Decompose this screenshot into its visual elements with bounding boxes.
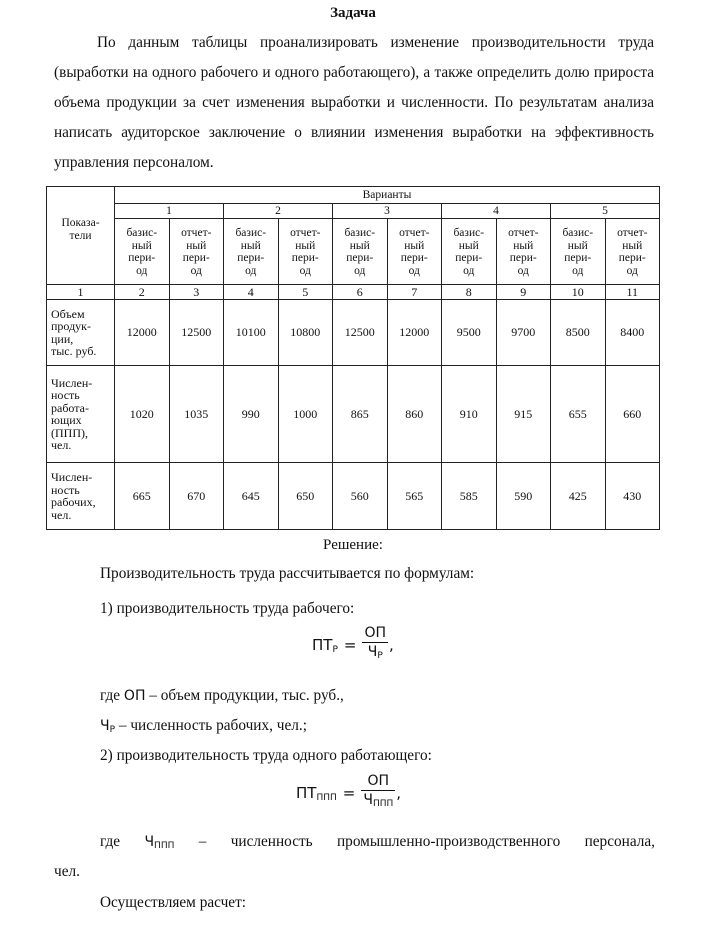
column-number: 6 [333, 285, 388, 300]
variant-header: 1 [115, 204, 224, 219]
table-cell: 12500 [169, 300, 224, 366]
table-row [47, 463, 660, 530]
indicators-header: Показа- тели [47, 187, 115, 285]
column-number: 5 [278, 285, 333, 300]
table-cell: 565 [387, 463, 442, 530]
formula2-lhs: $ПТ_{ППП}$ [296, 783, 337, 803]
period-report-header: отчет- ный пери- од [605, 219, 660, 285]
formula-employee-productivity: $ПТ_{ППП}$ = $\frac{ОП}{Ч_{ППП}}$ , [296, 773, 401, 813]
table-cell: 12000 [387, 300, 442, 366]
column-number: 4 [224, 285, 279, 300]
table-cell: 430 [605, 463, 660, 530]
period-report-header: отчет- ный пери- од [169, 219, 224, 285]
column-number: 9 [496, 285, 551, 300]
solution-intro: Производительность труда рассчитывается по формулам: [100, 565, 475, 582]
formula1-caption: 1) производительность труда рабочего: [100, 600, 355, 617]
table-cell: 1035 [169, 366, 224, 463]
variant-header: 4 [442, 204, 551, 219]
table-cell: 10100 [224, 300, 279, 366]
period-basic-header: базис- ный пери- од [115, 219, 170, 285]
where-ch-ppp: где $Ч_{ППП}$ – численность промышленно-производственного персонала, [100, 833, 655, 851]
column-number: 2 [115, 285, 170, 300]
formula2-fraction: $\frac{ОП}{Ч_{ППП}}$ [363, 773, 394, 809]
variant-header: 2 [224, 204, 333, 219]
period-basic-header: базис- ный пери- од [333, 219, 388, 285]
table-cell: 1000 [278, 366, 333, 463]
table-cell: 670 [169, 463, 224, 530]
table-cell: 9500 [442, 300, 497, 366]
column-number: 10 [551, 285, 606, 300]
solution-heading: Решение: [323, 537, 383, 553]
variants-header: Варианты [115, 187, 660, 204]
variant-header: 3 [333, 204, 442, 219]
table-cell: 8500 [551, 300, 606, 366]
task-description: По данным таблицы проанализировать изменение производительности труда (выработки на одного рабочего и одного работающего), а также определить долю прироста объема продукции за счет изменения выработки и численности. По результатам анализа написать аудиторское заключение о влиянии изменения выработки на эффективность управления персоналом. [54, 34, 654, 171]
table-cell: 12500 [333, 300, 388, 366]
where-ch-ppp-cont: чел. [54, 863, 80, 880]
table-cell: 910 [442, 366, 497, 463]
period-report-header: отчет- ный пери- од [496, 219, 551, 285]
row-label: Числен- ность рабочих, чел. [47, 463, 115, 530]
table-cell: 425 [551, 463, 606, 530]
table-cell: 8400 [605, 300, 660, 366]
table-cell: 1020 [115, 366, 170, 463]
row-label: Числен- ность работа- ющих (ППП), чел. [47, 366, 115, 463]
calculation-intro: Осуществляем расчет: [100, 894, 247, 911]
formula1-fraction: $\frac{ОП}{Ч_Р}$ [364, 625, 387, 661]
table-cell: 590 [496, 463, 551, 530]
table-row [47, 366, 660, 463]
variant-header: 5 [551, 204, 660, 219]
table-cell: 865 [333, 366, 388, 463]
formula-worker-productivity: $ПТ_Р$ = $\frac{ОП}{Ч_Р}$ , [312, 625, 394, 665]
formula1-lhs: $ПТ_Р$ [312, 635, 338, 655]
table-cell: 645 [224, 463, 279, 530]
row-label: Объем продук- ции, тыс. руб. [47, 300, 115, 366]
table-cell: 9700 [496, 300, 551, 366]
table-cell: 560 [333, 463, 388, 530]
column-number: 3 [169, 285, 224, 300]
table-cell: 660 [605, 366, 660, 463]
data-table [46, 186, 660, 530]
period-basic-header: базис- ный пери- од [442, 219, 497, 285]
column-number: 11 [605, 285, 660, 300]
table-cell: 10800 [278, 300, 333, 366]
formula2-caption: 2) производительность труда одного работающего: [100, 747, 432, 764]
task-title: Задача [330, 5, 376, 21]
table-cell: 650 [278, 463, 333, 530]
where-op: где ОП – объем продукции, тыс. руб., [100, 687, 344, 704]
table-cell: 585 [442, 463, 497, 530]
table-cell: 665 [115, 463, 170, 530]
column-number: 8 [442, 285, 497, 300]
period-basic-header: базис- ный пери- од [551, 219, 606, 285]
table-cell: 990 [224, 366, 279, 463]
table-row [47, 300, 660, 366]
table-cell: 860 [387, 366, 442, 463]
table-cell: 655 [551, 366, 606, 463]
table-cell: 915 [496, 366, 551, 463]
period-basic-header: базис- ный пери- од [224, 219, 279, 285]
period-report-header: отчет- ный пери- од [278, 219, 333, 285]
column-number: 1 [47, 285, 115, 300]
column-number: 7 [387, 285, 442, 300]
period-report-header: отчет- ный пери- од [387, 219, 442, 285]
table-cell: 12000 [115, 300, 170, 366]
where-ch-r: $Ч_Р$ – численность рабочих, чел.; [100, 717, 307, 735]
